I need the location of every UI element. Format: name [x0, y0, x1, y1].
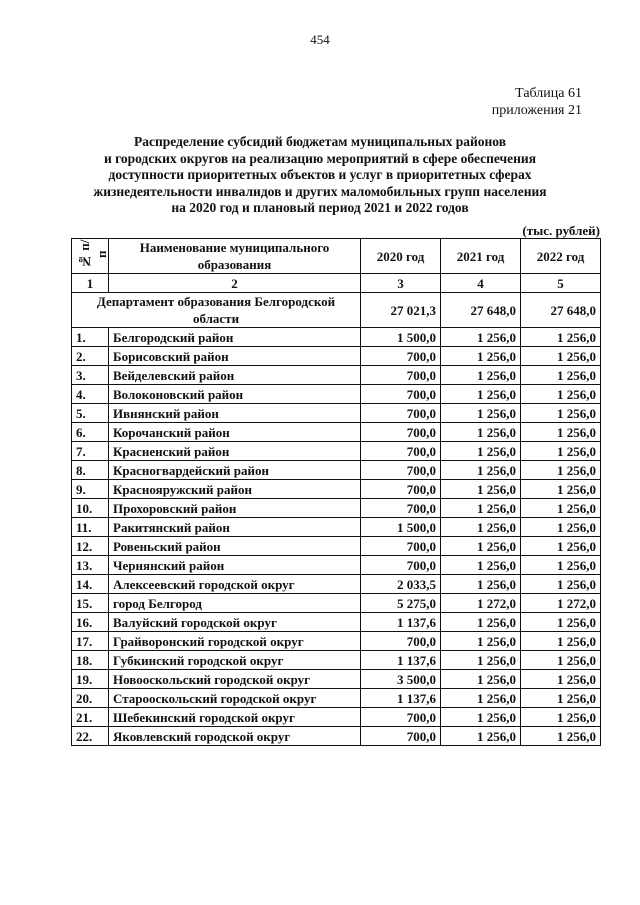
table-row — [72, 499, 601, 518]
row-2022: 1 256,0 — [521, 404, 601, 423]
row-2021: 1 256,0 — [441, 404, 521, 423]
table-row — [72, 670, 601, 689]
row-2020: 700,0 — [361, 556, 441, 575]
row-2020: 700,0 — [361, 537, 441, 556]
row-2020: 700,0 — [361, 442, 441, 461]
row-2022: 1 256,0 — [521, 670, 601, 689]
row-2020: 700,0 — [361, 708, 441, 727]
row-name: Ровеньский район — [109, 537, 361, 556]
table-row — [72, 613, 601, 632]
row-2020: 700,0 — [361, 461, 441, 480]
title-line: жизнедеятельности инвалидов и других маломобильных групп населения — [93, 183, 547, 199]
row-name: Ракитянский район — [109, 518, 361, 537]
row-2021: 1 256,0 — [441, 499, 521, 518]
row-2021: 1 256,0 — [441, 651, 521, 670]
table-row — [72, 461, 601, 480]
row-2020: 700,0 — [361, 366, 441, 385]
row-number: 22. — [72, 727, 109, 746]
row-2021: 1 272,0 — [441, 594, 521, 613]
row-2020: 1 137,6 — [361, 613, 441, 632]
column-number: 1 — [72, 274, 109, 293]
header-num: № п/п — [72, 239, 109, 274]
row-name: Губкинский городской округ — [109, 651, 361, 670]
row-2021: 1 256,0 — [441, 385, 521, 404]
row-number: 21. — [72, 708, 109, 727]
row-2022: 1 256,0 — [521, 518, 601, 537]
row-name: Грайворонский городской округ — [109, 632, 361, 651]
row-number: 11. — [72, 518, 109, 537]
row-number: 1. — [72, 328, 109, 347]
row-number: 12. — [72, 537, 109, 556]
column-number: 3 — [361, 274, 441, 293]
row-2020: 700,0 — [361, 499, 441, 518]
table-row — [72, 727, 601, 746]
row-name: Красногвардейский район — [109, 461, 361, 480]
header-2021: 2021 год — [441, 239, 521, 274]
row-2020: 1 137,6 — [361, 651, 441, 670]
row-number: 3. — [72, 366, 109, 385]
title-line: Распределение субсидий бюджетам муниципальных районов — [133, 134, 507, 149]
page-number: 454 — [310, 32, 330, 47]
row-number: 2. — [72, 347, 109, 366]
header-2022: 2022 год — [521, 239, 601, 274]
row-2021: 1 256,0 — [441, 613, 521, 632]
row-number: 4. — [72, 385, 109, 404]
table-row — [72, 442, 601, 461]
table-row — [72, 328, 601, 347]
row-name: Прохоровский район — [109, 499, 361, 518]
row-2021: 1 256,0 — [441, 670, 521, 689]
row-number: 9. — [72, 480, 109, 499]
row-name: Краснояружский район — [109, 480, 361, 499]
table-row — [72, 632, 601, 651]
row-2022: 1 256,0 — [521, 366, 601, 385]
row-2020: 700,0 — [361, 385, 441, 404]
row-2020: 700,0 — [361, 727, 441, 746]
row-number: 5. — [72, 404, 109, 423]
row-2021: 1 256,0 — [441, 366, 521, 385]
row-2022: 1 256,0 — [521, 708, 601, 727]
row-2022: 1 256,0 — [521, 461, 601, 480]
row-2022: 1 256,0 — [521, 689, 601, 708]
column-number: 5 — [521, 274, 601, 293]
row-2021: 1 256,0 — [441, 480, 521, 499]
row-2020: 1 500,0 — [361, 328, 441, 347]
title-line: доступности приоритетных объектов и услуг в приоритетных сферах — [108, 167, 532, 182]
row-2022: 1 256,0 — [521, 442, 601, 461]
row-number: 20. — [72, 689, 109, 708]
department-2022: 27 648,0 — [521, 293, 601, 328]
row-2020: 700,0 — [361, 480, 441, 499]
row-name: Корочанский район — [109, 423, 361, 442]
table-row — [72, 556, 601, 575]
row-number: 18. — [72, 651, 109, 670]
row-2022: 1 256,0 — [521, 575, 601, 594]
row-2022: 1 256,0 — [521, 423, 601, 442]
row-2020: 1 137,6 — [361, 689, 441, 708]
row-2022: 1 256,0 — [521, 613, 601, 632]
row-name: Шебекинский городской округ — [109, 708, 361, 727]
table-row — [72, 385, 601, 404]
subsidy-table — [71, 238, 601, 746]
header-name: Наименование муниципального образования — [109, 239, 361, 274]
row-name: город Белгород — [109, 594, 361, 613]
row-number: 14. — [72, 575, 109, 594]
row-2021: 1 256,0 — [441, 537, 521, 556]
row-2021: 1 256,0 — [441, 632, 521, 651]
row-2021: 1 256,0 — [441, 347, 521, 366]
row-number: 16. — [72, 613, 109, 632]
row-2022: 1 256,0 — [521, 480, 601, 499]
row-2022: 1 256,0 — [521, 328, 601, 347]
row-name: Чернянский район — [109, 556, 361, 575]
row-name: Вейделевский район — [109, 366, 361, 385]
table-row — [72, 689, 601, 708]
table-row — [72, 366, 601, 385]
table-row — [72, 404, 601, 423]
row-2021: 1 256,0 — [441, 556, 521, 575]
table-reference — [492, 85, 582, 119]
row-name: Волоконовский район — [109, 385, 361, 404]
department-2021: 27 648,0 — [441, 293, 521, 328]
row-2022: 1 272,0 — [521, 594, 601, 613]
table-ref-line-2: приложения 21 — [491, 103, 582, 118]
row-2020: 1 500,0 — [361, 518, 441, 537]
row-number: 8. — [72, 461, 109, 480]
column-number: 4 — [441, 274, 521, 293]
row-name: Валуйский городской округ — [109, 613, 361, 632]
header-2020: 2020 год — [361, 239, 441, 274]
row-2020: 700,0 — [361, 423, 441, 442]
row-2020: 700,0 — [361, 347, 441, 366]
table-row — [72, 480, 601, 499]
row-2021: 1 256,0 — [441, 461, 521, 480]
row-name: Яковлевский городской округ — [109, 727, 361, 746]
department-row — [72, 293, 601, 328]
row-2021: 1 256,0 — [441, 442, 521, 461]
row-2021: 1 256,0 — [441, 328, 521, 347]
column-number-row — [72, 274, 601, 293]
row-2022: 1 256,0 — [521, 499, 601, 518]
row-2020: 2 033,5 — [361, 575, 441, 594]
table-row — [72, 708, 601, 727]
row-name: Алексеевский городской округ — [109, 575, 361, 594]
table-row — [72, 651, 601, 670]
row-name: Борисовский район — [109, 347, 361, 366]
table-ref-line-1: Таблица 61 — [515, 86, 582, 101]
table-header-row — [72, 239, 601, 274]
row-2020: 3 500,0 — [361, 670, 441, 689]
row-2020: 700,0 — [361, 404, 441, 423]
row-name: Новооскольский городской округ — [109, 670, 361, 689]
title-line: на 2020 год и плановый период 2021 и 2022 годов — [171, 200, 469, 215]
row-2021: 1 256,0 — [441, 423, 521, 442]
row-2020: 700,0 — [361, 632, 441, 651]
row-2021: 1 256,0 — [441, 689, 521, 708]
row-name: Белгородский район — [109, 328, 361, 347]
table-row — [72, 518, 601, 537]
title-line: и городских округов на реализацию мероприятий в сфере обеспечения — [103, 150, 537, 166]
row-2022: 1 256,0 — [521, 347, 601, 366]
row-name: Старооскольский городской округ — [109, 689, 361, 708]
column-number: 2 — [109, 274, 361, 293]
row-number: 17. — [72, 632, 109, 651]
row-2022: 1 256,0 — [521, 651, 601, 670]
units-label: (тыс. рублей) — [522, 223, 600, 238]
table-row — [72, 423, 601, 442]
row-2021: 1 256,0 — [441, 708, 521, 727]
row-2022: 1 256,0 — [521, 727, 601, 746]
row-2022: 1 256,0 — [521, 537, 601, 556]
document-title — [60, 134, 580, 217]
table-row — [72, 594, 601, 613]
row-2022: 1 256,0 — [521, 632, 601, 651]
row-number: 7. — [72, 442, 109, 461]
row-2021: 1 256,0 — [441, 575, 521, 594]
row-2021: 1 256,0 — [441, 727, 521, 746]
table-row — [72, 537, 601, 556]
department-2020: 27 021,3 — [361, 293, 441, 328]
table-row — [72, 575, 601, 594]
row-2020: 5 275,0 — [361, 594, 441, 613]
row-2021: 1 256,0 — [441, 518, 521, 537]
row-2022: 1 256,0 — [521, 385, 601, 404]
row-name: Красненский район — [109, 442, 361, 461]
row-name: Ивнянский район — [109, 404, 361, 423]
department-name: Департамент образования Белгородской области — [72, 293, 361, 328]
row-number: 13. — [72, 556, 109, 575]
row-number: 10. — [72, 499, 109, 518]
row-2022: 1 256,0 — [521, 556, 601, 575]
row-number: 6. — [72, 423, 109, 442]
table-row — [72, 347, 601, 366]
row-number: 15. — [72, 594, 109, 613]
row-number: 19. — [72, 670, 109, 689]
